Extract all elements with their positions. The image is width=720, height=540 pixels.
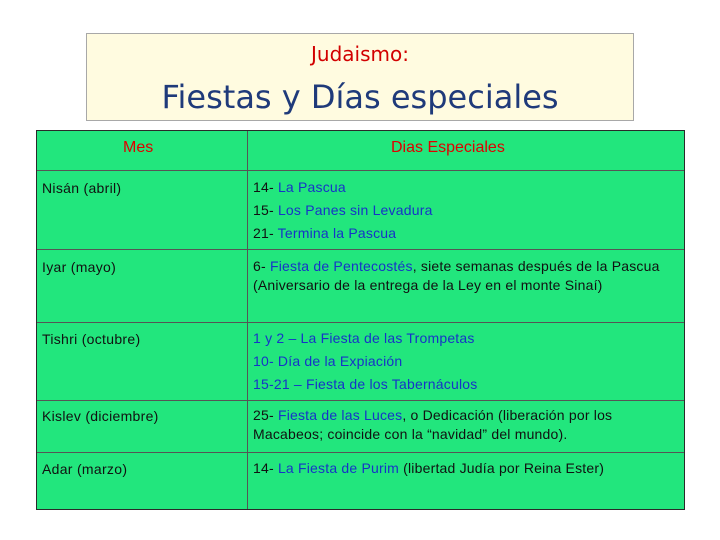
title-small: Judaismo:: [311, 42, 409, 66]
month-cell: Nisán (abril): [42, 180, 122, 196]
row-divider: [37, 400, 684, 401]
day-line: 1 y 2 – La Fiesta de las Trompetas: [253, 330, 475, 346]
row-divider: [37, 452, 684, 453]
month-cell: Adar (marzo): [42, 461, 128, 477]
days-cell: 6- Fiesta de Pentecostés, siete semanas después de la Pascua (Aniversario de la entrega de la Ley en el monte Sinaí): [253, 258, 660, 293]
days-cell: 25- Fiesta de las Luces, o Dedicación (liberación por los Macabeos; coincide con la “navidad” del mundo).: [253, 407, 613, 442]
day-line: 15-21 – Fiesta de los Tabernáculos: [253, 376, 478, 392]
title-box: [86, 33, 634, 121]
day-line: 14- La Pascua: [253, 179, 346, 195]
row-divider: [37, 322, 684, 323]
header-dias: Dias Especiales: [391, 139, 505, 156]
days-cell: 14- La Fiesta de Purim (libertad Judía por Reina Ester): [253, 460, 605, 476]
day-line: 15- Los Panes sin Levadura: [253, 202, 433, 218]
page-title: Fiestas y Días especiales: [161, 78, 559, 116]
days-cell: [253, 176, 666, 245]
month-cell: Kislev (diciembre): [42, 408, 159, 424]
row-divider: [37, 249, 684, 250]
day-line: 21- Termina la Pascua: [253, 225, 397, 241]
festivals-table: [36, 130, 685, 510]
row-divider: [37, 170, 684, 171]
days-cell: [253, 327, 666, 396]
month-cell: Tishri (octubre): [42, 331, 141, 347]
header-mes: Mes: [123, 139, 154, 156]
day-line: 10- Día de la Expiación: [253, 353, 403, 369]
month-cell: Iyar (mayo): [42, 259, 117, 275]
